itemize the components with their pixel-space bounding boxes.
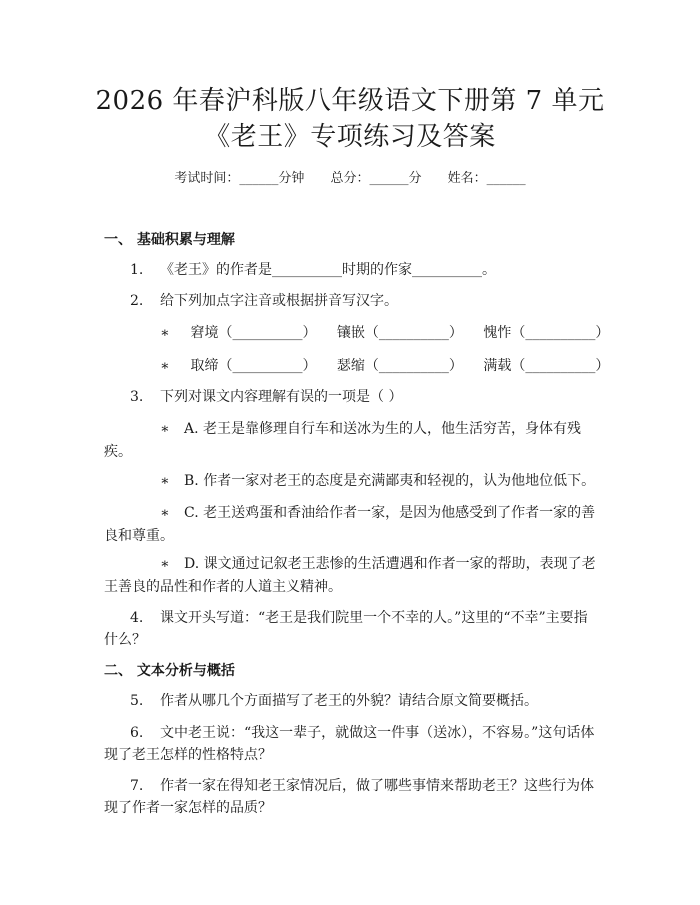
question-text: 下列对课文内容理解有误的一项是（ ） — [160, 389, 403, 405]
option-b — [104, 470, 600, 493]
section-heading-2: 二、 文本分析与概括 — [104, 663, 235, 679]
option-text: D. 课文通过记叙老王悲惨的生活遭遇和作者一家的帮助，表现了老王善良的品性和作者的人道主义精神。 — [104, 556, 596, 595]
document-title-line-2: 《老王》专项练习及答案 — [204, 122, 496, 152]
bullet: ∗ — [160, 421, 170, 437]
question-5 — [104, 690, 600, 712]
question-number: 1. — [130, 262, 144, 278]
option-text: B. 作者一家对老王的态度是充满鄙夷和轻视的，认为他地位低下。 — [184, 473, 596, 489]
student-name-field: 姓名：______ — [447, 171, 526, 186]
bullet: ∗ — [160, 505, 170, 521]
pinyin-row-2 — [160, 357, 609, 375]
question-6 — [104, 722, 600, 766]
list-item: 取缔（__________） — [190, 358, 317, 374]
question-text: 给下列加点字注音或根据拼音写汉字。 — [160, 293, 398, 309]
question-number: 4. — [130, 610, 144, 626]
question-text: 作者从哪几个方面描写了老王的外貌？请结合原文简要概括。 — [160, 693, 538, 709]
question-7 — [104, 775, 600, 819]
list-item: 瑟缩（__________） — [336, 358, 463, 374]
bullet: ∗ — [160, 325, 170, 341]
question-number: 3. — [130, 389, 144, 405]
option-c — [104, 502, 600, 548]
question-text: 《老王》的作者是__________时期的作家__________。 — [160, 262, 496, 278]
section-heading-1: 一、 基础积累与理解 — [104, 232, 235, 248]
option-a — [104, 418, 600, 464]
exam-time-field: 考试时间：______分钟 — [174, 171, 305, 186]
option-text: C. 老王送鸡蛋和香油给作者一家，是因为他感受到了作者一家的善良和尊重。 — [104, 505, 596, 544]
pinyin-row-1 — [160, 324, 609, 342]
bullet: ∗ — [160, 473, 170, 489]
question-number: 2. — [130, 293, 144, 309]
option-d — [104, 553, 600, 599]
bullet: ∗ — [160, 556, 170, 572]
question-3 — [104, 386, 600, 408]
list-item: 满载（__________） — [483, 358, 610, 374]
total-score-field: 总分：______分 — [330, 171, 422, 186]
question-number: 6. — [130, 725, 144, 741]
list-item: 愧怍（__________） — [483, 325, 610, 341]
question-text: 课文开头写道：“老王是我们院里一个不幸的人。”这里的“不幸”主要指什么？ — [104, 610, 588, 648]
exam-info-line — [0, 170, 700, 188]
bullet: ∗ — [160, 358, 170, 374]
option-text: A. 老王是靠修理自行车和送冰为生的人，他生活穷苦，身体有残疾。 — [104, 421, 582, 460]
question-text: 作者一家在得知老王家情况后，做了哪些事情来帮助老王？这些行为体现了作者一家怎样的品质？ — [104, 778, 594, 816]
list-item: 镶嵌（__________） — [336, 325, 463, 341]
question-2 — [104, 290, 600, 312]
question-number: 5. — [130, 693, 144, 709]
question-4 — [104, 607, 600, 651]
question-text: 文中老王说：“我这一辈子，就做这一件事（送冰），不容易。”这句话体现了老王怎样的性格特点？ — [104, 725, 595, 763]
document-title-line-1: 2026 年春沪科版八年级语文下册第 7 单元 — [95, 86, 605, 116]
question-1 — [104, 259, 600, 281]
list-item: 窘境（__________） — [190, 325, 317, 341]
question-number: 7. — [130, 778, 144, 794]
